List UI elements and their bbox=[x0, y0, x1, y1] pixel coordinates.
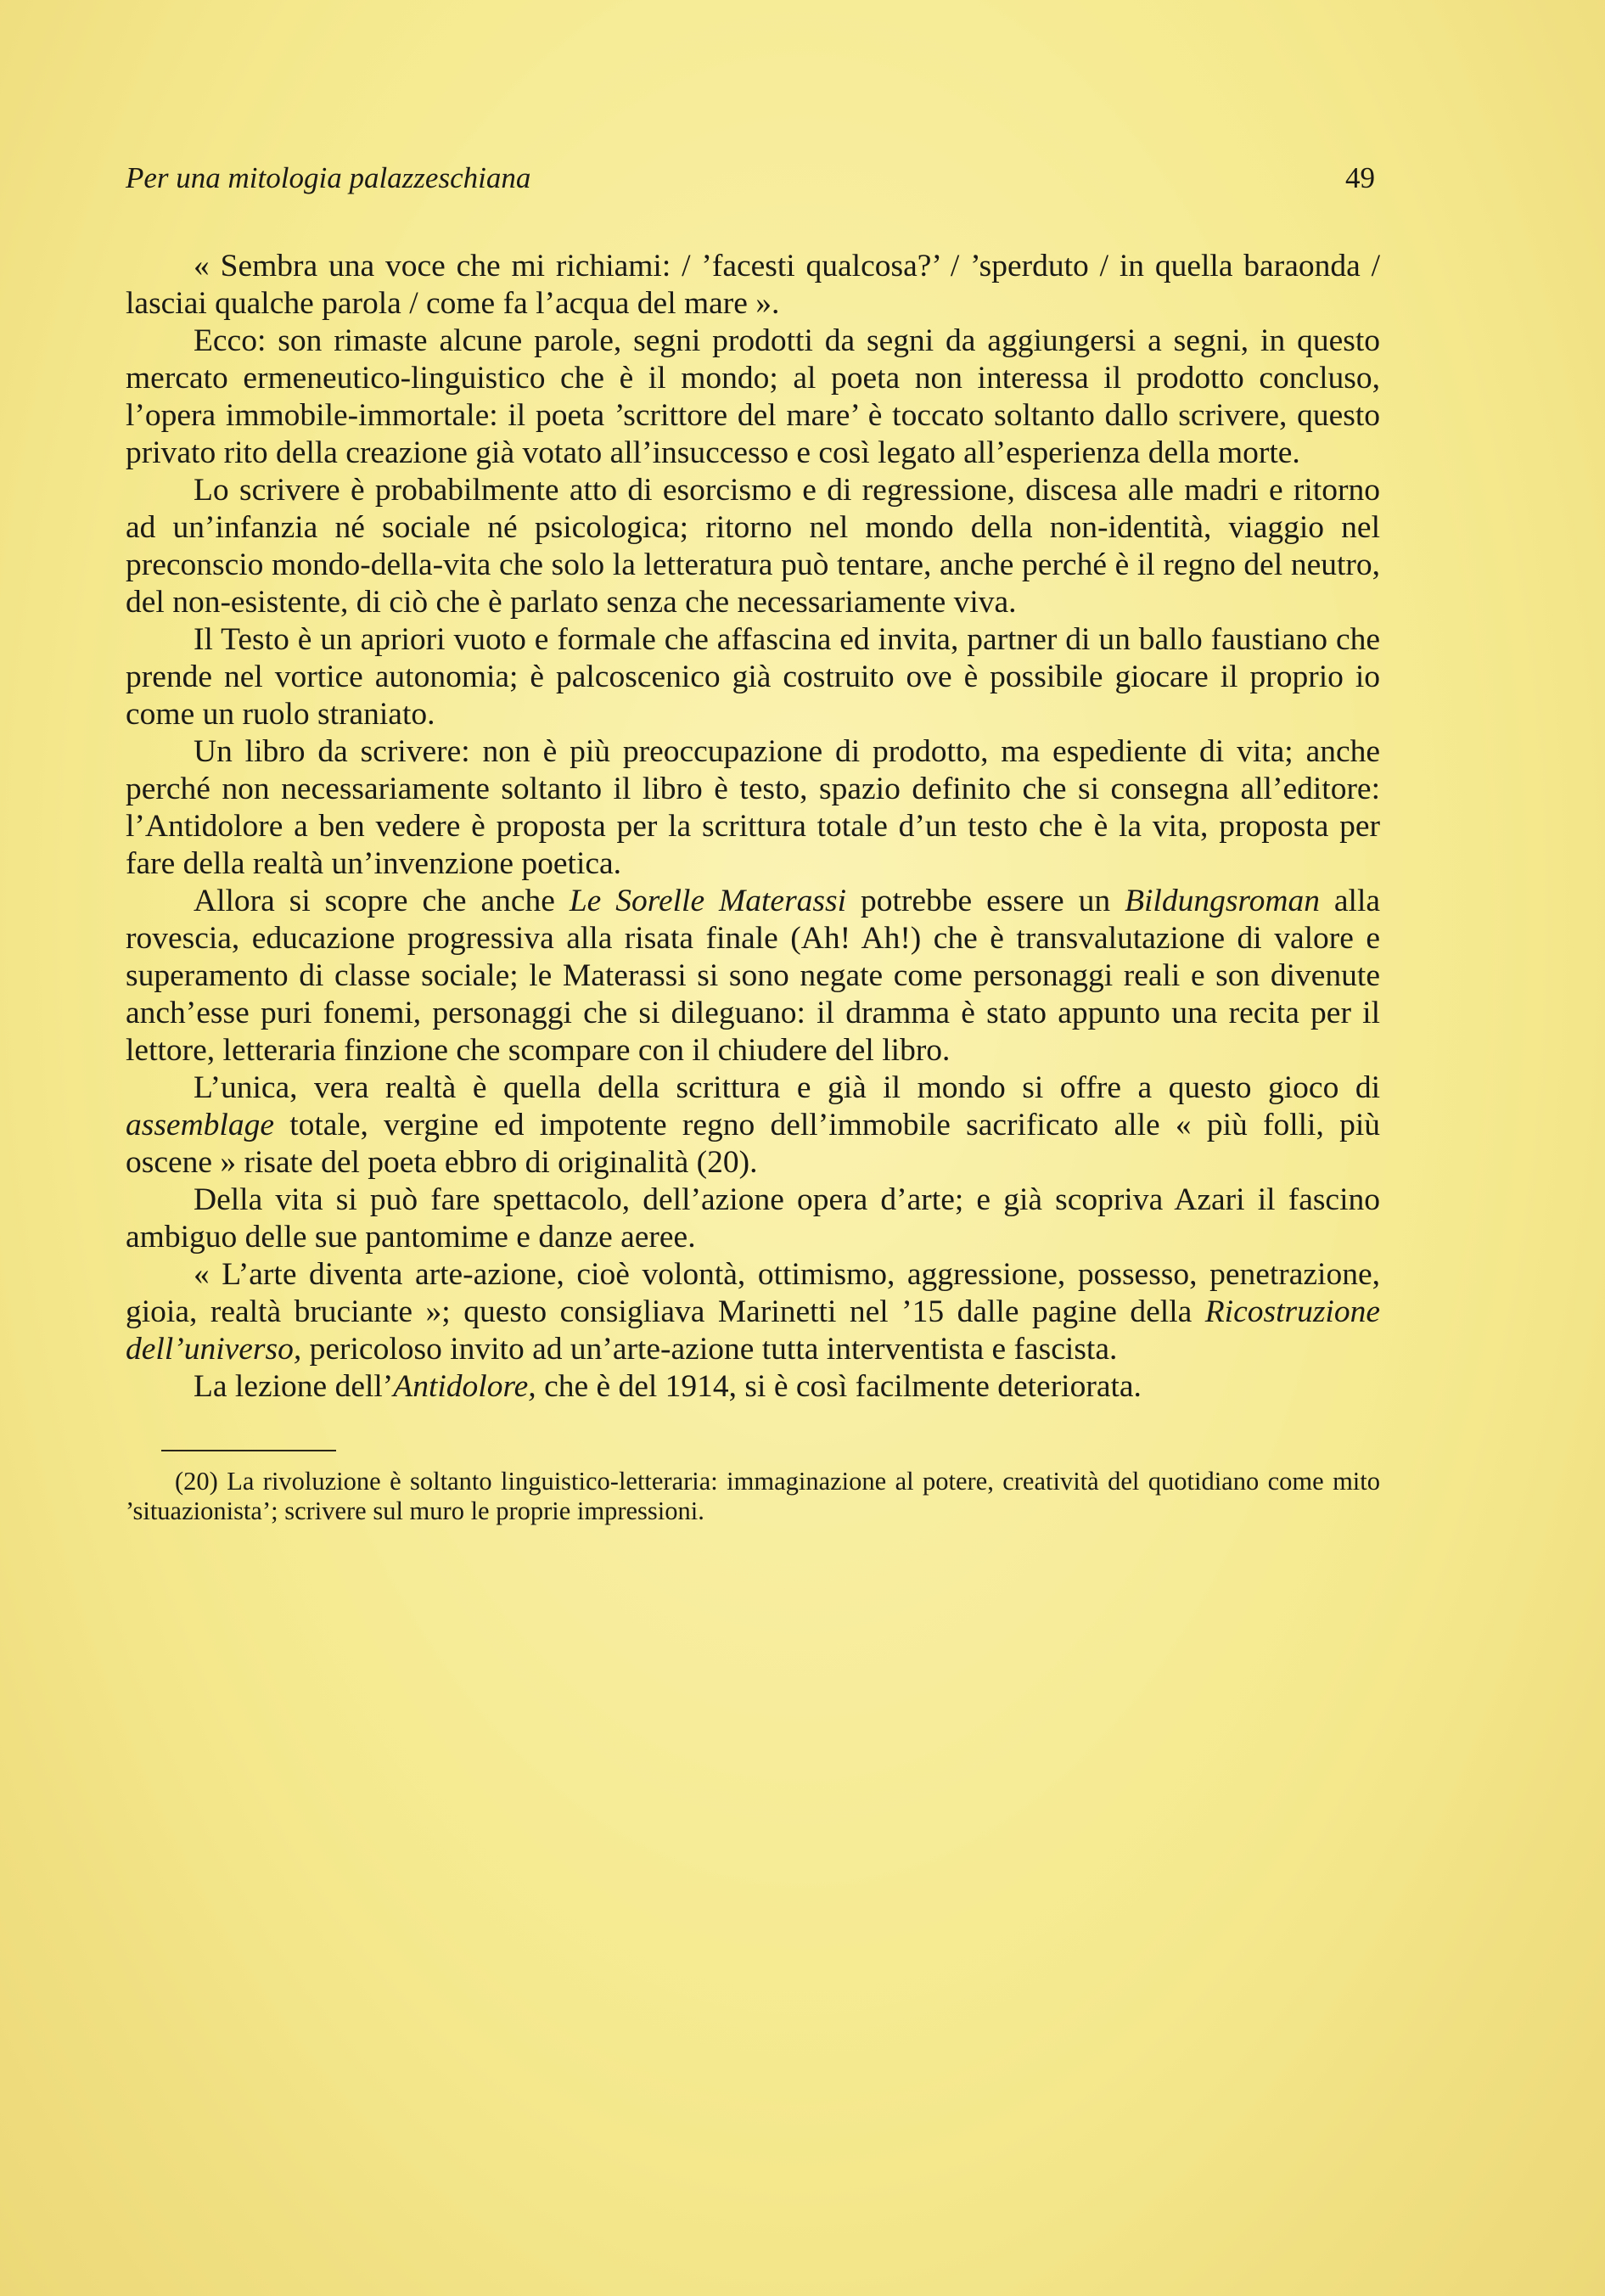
text-run: Allora si scopre che anche bbox=[194, 884, 570, 918]
paragraph bbox=[126, 323, 1380, 472]
text-run: L’unica, vera realtà è quella della scrittura e già il mondo si offre a questo gioco di bbox=[194, 1070, 1380, 1105]
text-run: Il Testo è un apriori vuoto e formale che affascina ed invita, partner di un ballo faustiano che prende nel vortice autonomia; è palcoscenico già costruito ove è possibile giocare il proprio io come un ruolo straniato. bbox=[126, 622, 1380, 732]
text-run: totale, vergine ed impotente regno dell’immobile sacrificato alle « più folli, più oscene » risate del poeta ebbro di originalità (20). bbox=[126, 1108, 1380, 1180]
text-run: alla rovescia, educazione progressiva alla risata finale (Ah! Ah!) che è transvalutazione di valore e superamento di classe sociale; le Materassi si sono negate come personaggi reali e son divenute anch’esse puri fonemi, personaggi che si dileguano: il dramma è stato appunto una recita per il lettore, letteraria finzione che scompare con il chiudere del libro. bbox=[126, 884, 1381, 1068]
text-run: Ecco: son rimaste alcune parole, segni prodotti da segni da aggiungersi a segni, in questo mercato ermeneutico-linguistico che è il mondo; al poeta non interessa il prodotto concluso, l’opera immobile-immortale: il poeta ’scrittore del mare’ è toccato soltanto dallo scrivere, questo privato rito della creazione già votato all’insuccesso e così legato all’esperienza della morte. bbox=[126, 323, 1380, 470]
footnote: (20) La rivoluzione è soltanto linguistico-letteraria: immaginazione al potere, creatività del quotidiano come mito ’situazionista’; scrivere sul muro le proprie impressioni. bbox=[126, 1467, 1380, 1525]
paragraph bbox=[126, 733, 1380, 883]
text-run: che è del 1914, si è così facilmente deteriorata. bbox=[536, 1369, 1142, 1404]
paragraph bbox=[126, 472, 1380, 621]
text-run: « L’arte diventa arte-azione, cioè volontà, ottimismo, aggressione, possesso, penetrazione, gioia, realtà bruciante »; questo consigliava Marinetti nel ’15 dalle pagine della bbox=[126, 1257, 1380, 1329]
text-run: potrebbe essere un bbox=[846, 884, 1125, 918]
running-header bbox=[126, 161, 1380, 195]
paragraph bbox=[126, 1368, 1380, 1406]
italic-title: Antidolore, bbox=[393, 1369, 536, 1404]
paragraph bbox=[126, 883, 1380, 1069]
italic-title: Ricostruzione dell’universo, bbox=[126, 1294, 1380, 1367]
running-title: Per una mitologia palazzeschiana bbox=[126, 161, 531, 194]
text-run: « Sembra una voce che mi richiami: / ’facesti qualcosa?’ / ’sperduto / in quella baraonda / lasciai qualche parola / come fa l’acqua del mare ». bbox=[126, 249, 1380, 321]
paragraph bbox=[126, 1182, 1380, 1256]
paragraph bbox=[126, 248, 1380, 323]
text-run: Lo scrivere è probabilmente atto di esorcismo e di regressione, discesa alle madri e ritorno ad un’infanzia né sociale né psicologica; ritorno nel mondo della non-identità, viaggio nel preconscio mondo-della-vita che solo la letteratura può tentare, anche perché è il regno del neutro, del non-esistente, di ciò che è parlato senza che necessariamente viva. bbox=[126, 473, 1380, 620]
text-run: pericoloso invito ad un’arte-azione tutta interventista e fascista. bbox=[301, 1332, 1118, 1367]
page-number: 49 bbox=[1345, 161, 1375, 194]
book-page bbox=[126, 161, 1380, 1526]
paragraph bbox=[126, 1069, 1380, 1182]
text-run: Un libro da scrivere: non è più preoccupazione di prodotto, ma espediente di vita; anche perché non necessariamente soltanto il libro è testo, spazio definito che si consegna all’editore: l’Antidolore a ben vedere è proposta per la scrittura totale d’un testo che è la vita, proposta per fare della realtà un’invenzione poetica. bbox=[126, 734, 1380, 881]
paragraph bbox=[126, 1256, 1380, 1368]
text-run: Della vita si può fare spettacolo, dell’azione opera d’arte; e già scopriva Azari il fascino ambiguo delle sue pantomime e danze aeree. bbox=[126, 1182, 1380, 1255]
italic-title: assemblage bbox=[126, 1108, 274, 1142]
paragraph bbox=[126, 621, 1380, 733]
body-text bbox=[126, 248, 1380, 1406]
italic-title: Bildungsroman bbox=[1125, 884, 1320, 918]
italic-title: Le Sorelle Materassi bbox=[569, 884, 847, 918]
text-run: La lezione dell’ bbox=[194, 1369, 394, 1404]
footnote-divider bbox=[161, 1450, 336, 1451]
